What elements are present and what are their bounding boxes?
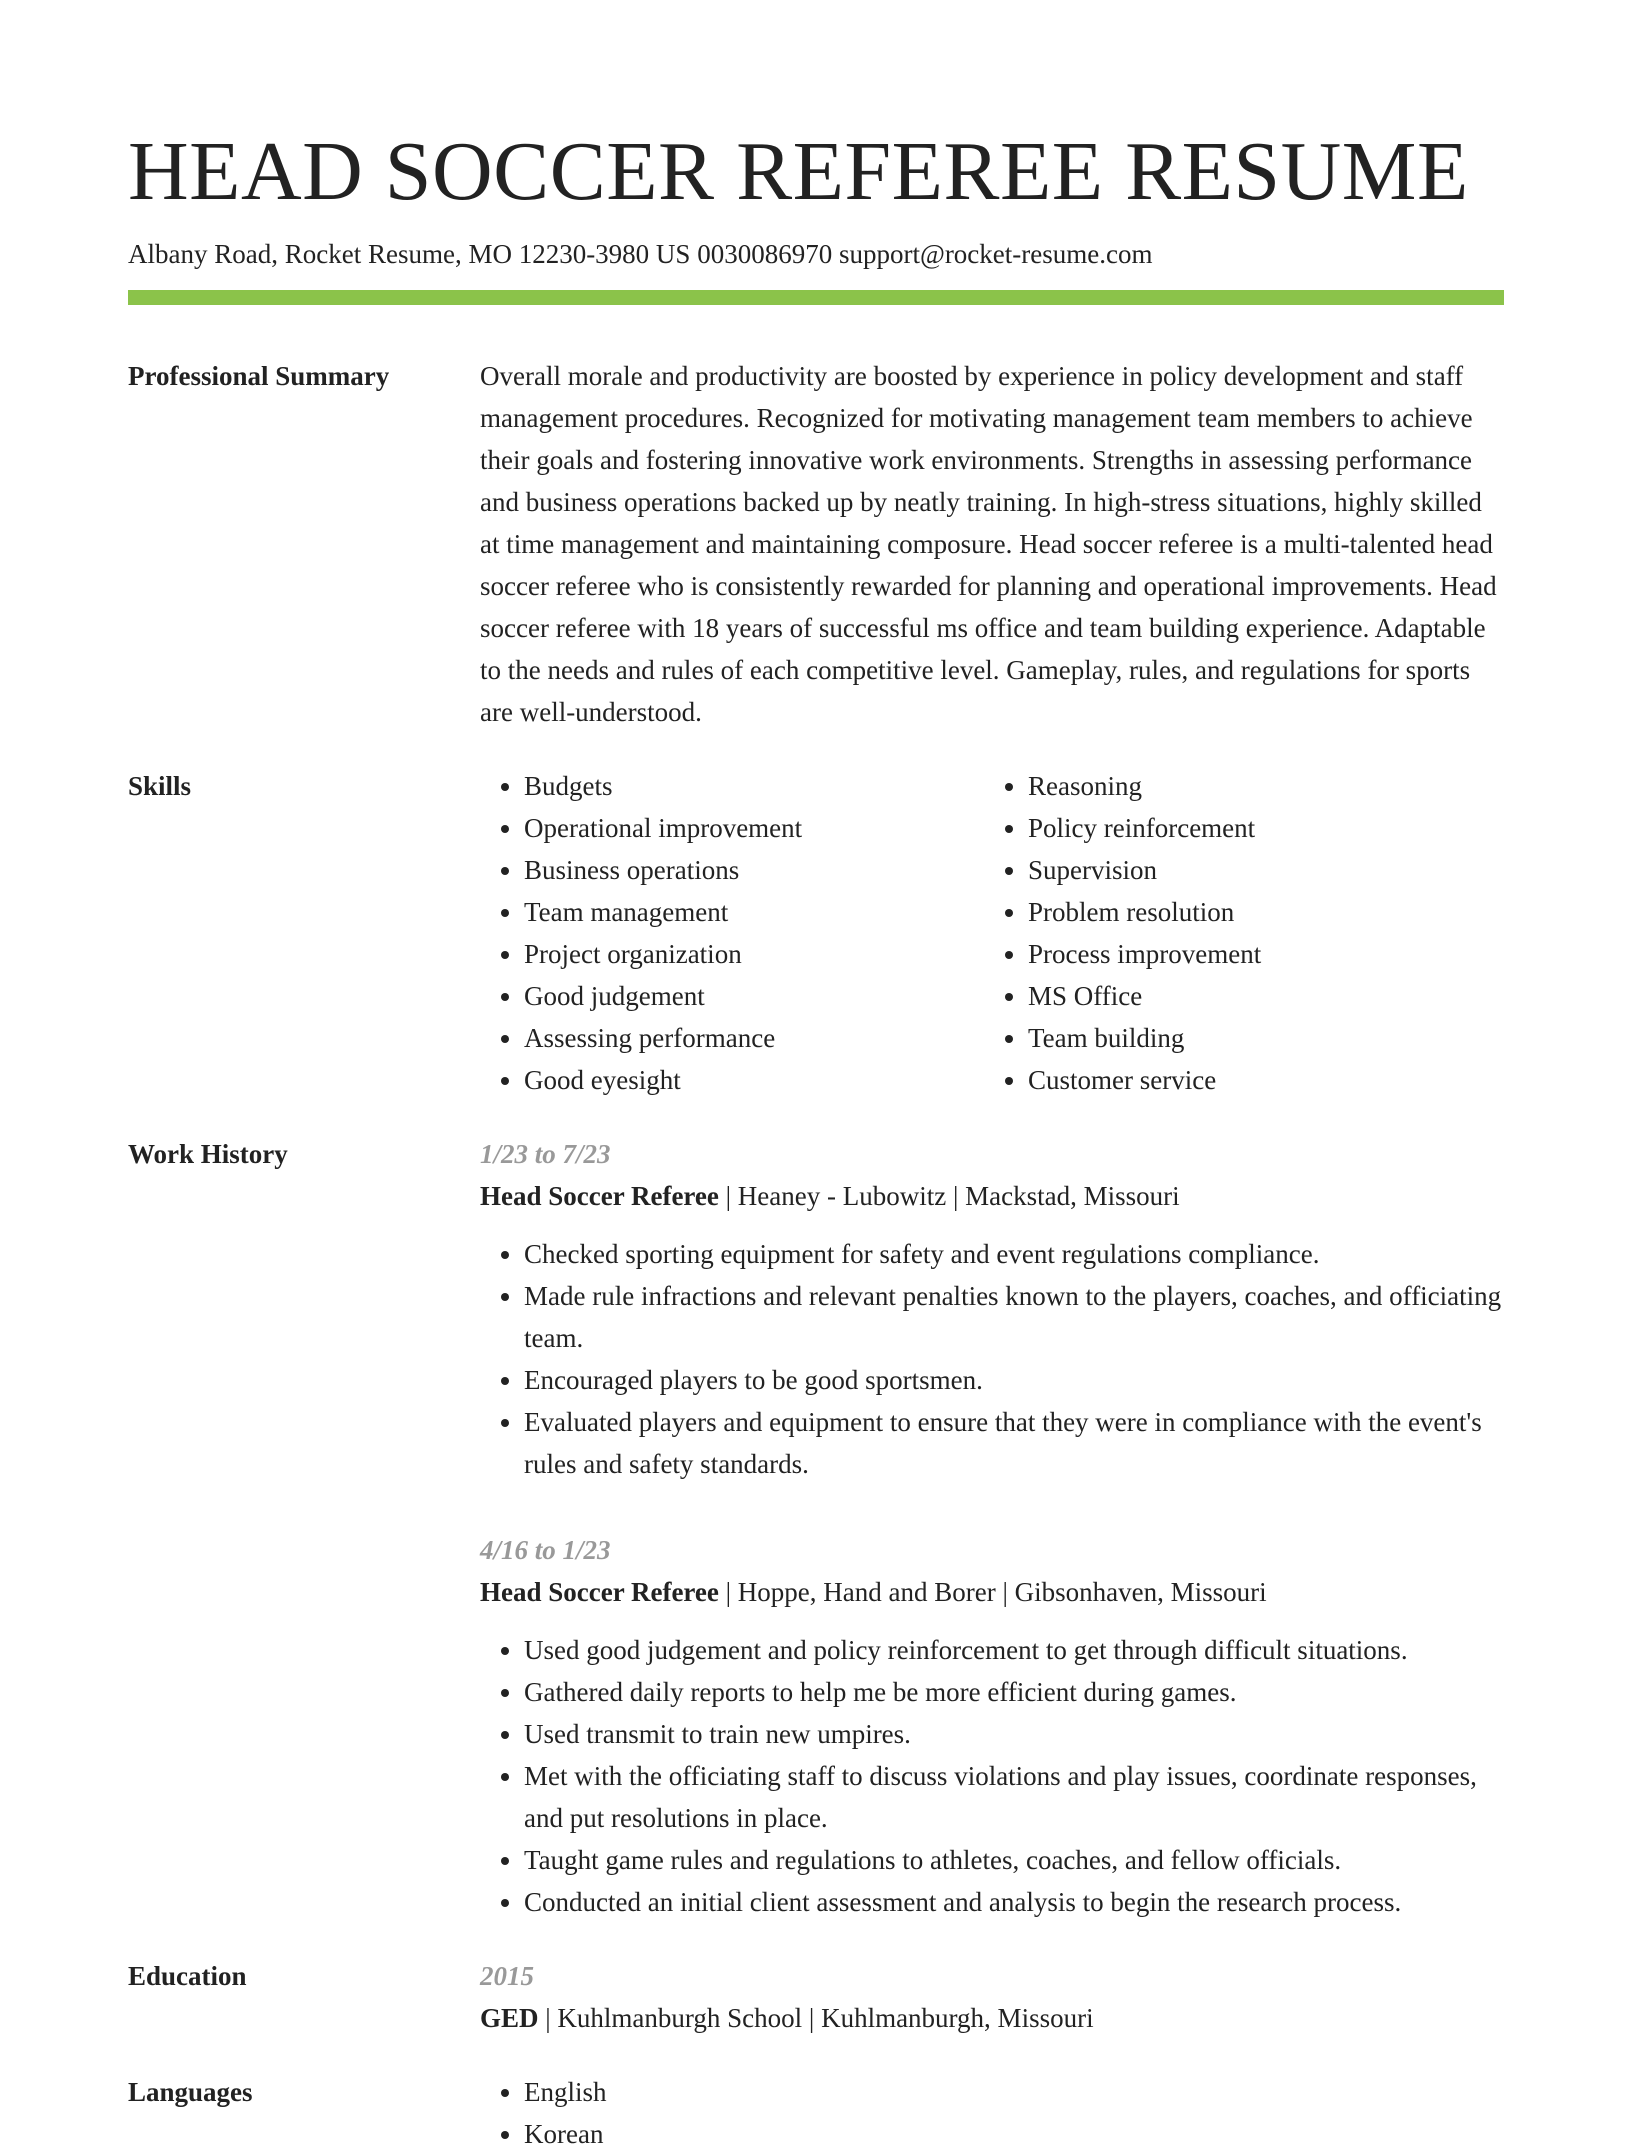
job-bullet: • Used good judgement and policy reinforcement to get through difficult situations.	[524, 1629, 1504, 1671]
skill-item: • Operational improvement	[524, 807, 984, 849]
job-entry	[480, 1133, 1504, 1485]
education-date: 2015	[480, 1961, 534, 1991]
skill-item: • Business operations	[524, 849, 984, 891]
page-title: HEAD SOCCER REFEREE RESUME	[128, 125, 1469, 218]
skills-list-left	[480, 765, 984, 1101]
skill-item: • Team management	[524, 891, 984, 933]
skill-item: • Process improvement	[1028, 933, 1488, 975]
education-details: | Kuhlmanburgh School | Kuhlmanburgh, Missouri	[538, 2003, 1094, 2033]
header-divider	[128, 290, 1504, 305]
job-bullet: • Conducted an initial client assessment and analysis to begin the research process.	[524, 1881, 1504, 1923]
skill-item: • Customer service	[1028, 1059, 1488, 1101]
skill-item: • Budgets	[524, 765, 984, 807]
section-label: Skills	[128, 771, 192, 801]
skill-item: • Team building	[1028, 1017, 1488, 1059]
job-line	[480, 1571, 1504, 1613]
skills-columns	[480, 765, 1504, 1101]
job-title: Head Soccer Referee	[480, 1577, 719, 1607]
education-section	[128, 1955, 1504, 2039]
skill-item: • Good judgement	[524, 975, 984, 1017]
job-bullets	[480, 1233, 1504, 1485]
skill-item: • Assessing performance	[524, 1017, 984, 1059]
job-bullet: • Met with the officiating staff to discuss violations and play issues, coordinate responses, and put resolutions in place.	[524, 1755, 1504, 1839]
skill-item: • Problem resolution	[1028, 891, 1488, 933]
job-bullet: • Evaluated players and equipment to ensure that they were in compliance with the event's rules and safety standards.	[524, 1401, 1504, 1485]
section-body	[480, 355, 1504, 733]
languages-section	[128, 2071, 1504, 2155]
job-entry	[480, 1529, 1504, 1923]
resume-page	[128, 0, 1504, 2155]
skill-item: • Reasoning	[1028, 765, 1488, 807]
education-line	[480, 1997, 1504, 2039]
section-body	[480, 2071, 1504, 2155]
job-title: Head Soccer Referee	[480, 1181, 719, 1211]
job-line	[480, 1175, 1504, 1217]
summary-text: Overall morale and productivity are boosted by experience in policy development and staff management procedures. Recognized for motivating management team members to achieve their goals and fostering innovative work environments. Strengths in assessing performance and business operations backed up by neatly training. In high-stress situations, highly skilled at time management and maintaining composure. Head soccer referee is a multi-talented head soccer referee who is consistently rewarded for planning and operational improvements. Head soccer referee with 18 years of successful ms office and team building experience. Adaptable to the needs and rules of each competitive level. Gameplay, rules, and regulations for sports are well-understood.	[480, 361, 1497, 727]
skills-list-right	[984, 765, 1488, 1101]
skill-item: • Supervision	[1028, 849, 1488, 891]
skills-section	[128, 765, 1504, 1101]
languages-list	[480, 2071, 1504, 2155]
language-item: • English	[524, 2071, 1504, 2113]
job-details: | Hoppe, Hand and Borer | Gibsonhaven, Missouri	[718, 1577, 1267, 1607]
section-label: Education	[128, 1961, 247, 1991]
contact-line: Albany Road, Rocket Resume, MO 12230-3980 US 0030086970 support@rocket-resume.com	[128, 239, 1153, 269]
job-bullets	[480, 1629, 1504, 1923]
job-bullet: • Taught game rules and regulations to athletes, coaches, and fellow officials.	[524, 1839, 1504, 1881]
skill-item: • Policy reinforcement	[1028, 807, 1488, 849]
section-body	[480, 1955, 1504, 2039]
job-bullet: • Used transmit to train new umpires.	[524, 1713, 1504, 1755]
skill-item: • Project organization	[524, 933, 984, 975]
education-degree: GED	[480, 2003, 539, 2033]
job-dates: 1/23 to 7/23	[480, 1139, 611, 1169]
section-label: Work History	[128, 1139, 288, 1169]
job-details: | Heaney - Lubowitz | Mackstad, Missouri	[718, 1181, 1180, 1211]
job-bullet: • Checked sporting equipment for safety and event regulations compliance.	[524, 1233, 1504, 1275]
language-item: • Korean	[524, 2113, 1504, 2155]
job-bullet: • Gathered daily reports to help me be more efficient during games.	[524, 1671, 1504, 1713]
work-history-section	[128, 1133, 1504, 1923]
section-body	[480, 1133, 1504, 1923]
skill-item: • MS Office	[1028, 975, 1488, 1017]
job-bullet: • Encouraged players to be good sportsmen.	[524, 1359, 1504, 1401]
section-label: Professional Summary	[128, 361, 390, 391]
skill-item: • Good eyesight	[524, 1059, 984, 1101]
job-dates: 4/16 to 1/23	[480, 1535, 611, 1565]
section-label: Languages	[128, 2077, 253, 2107]
summary-section	[128, 355, 1504, 733]
job-bullet: • Made rule infractions and relevant penalties known to the players, coaches, and officiating team.	[524, 1275, 1504, 1359]
